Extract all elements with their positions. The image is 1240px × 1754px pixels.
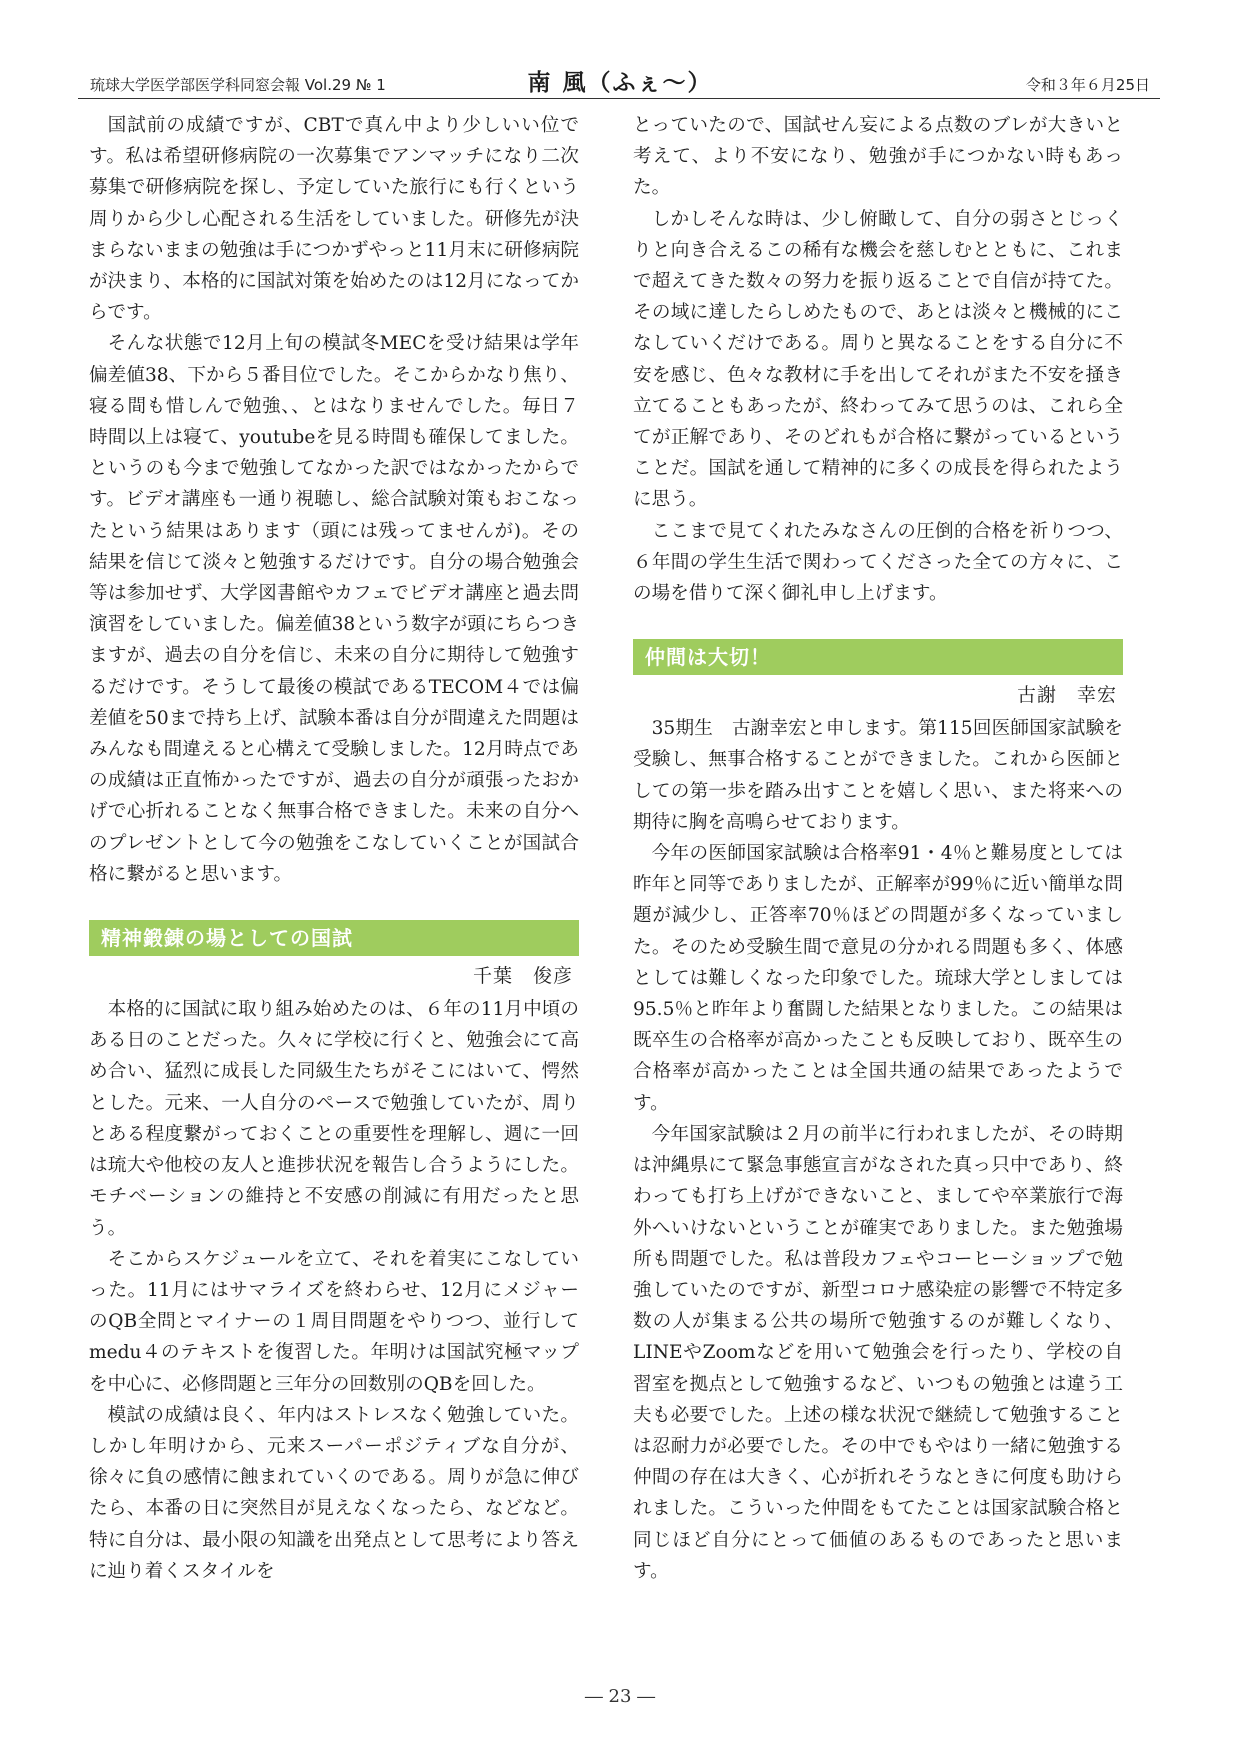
header-divider — [78, 98, 1160, 99]
section-title: 精神鍛錬の場としての国試 — [89, 920, 579, 956]
author-name: 千葉 俊彦 — [472, 965, 573, 988]
right-column — [633, 110, 1123, 1587]
paragraph: 今年国家試験は２月の前半に行われましたが、その時期は沖縄県にて緊急事態宣言がなされた真っ只中であり、終わっても打ち上げができないこと、ましてや卒業旅行で海外へいけないということが確実でありました。また勉強場所も問題でした。私は普段カフェやコーヒーショップで勉強していたのですが、新型コロナ感染症の影響で不特定多数の人が集まる公共の場所で勉強するのが難しくなり、LINEやZoomなどを用いて勉強会を行ったり、学校の自習室を拠点として勉強するなど、いつもの勉強とは違う工夫も必要でした。上述の様な状況で継続して勉強することは忍耐力が必要でした。その中でもやはり一緒に勉強する仲間の存在は大きく、心が折れそうなときに何度も助けられました。こういった仲間をもてたことは国家試験合格と同じほど自分にとって価値のあるものであったと思います。 — [633, 1123, 1123, 1582]
paragraph: しかしそんな時は、少し俯瞰して、自分の弱さとじっくりと向き合えるこの稀有な機会を慈しむとともに、これまで超えてきた数々の努力を振り返ることで自信が持てた。その域に達したらしめたもので、あとは淡々と機械的にこなしていくだけである。周りと異なることをする自分に不安を感じ、色々な教材に手を出してそれがまた不安を掻き立てることもあったが、終わってみて思うのは、これら全てが正解であり、そのどれもが合格に繋がっているということだ。国試を通して精神的に多くの成長を得られたように思う。 — [633, 208, 1123, 511]
left-column — [89, 110, 579, 1587]
issue-date: 令和３年６月25日 — [1025, 76, 1150, 94]
paragraph: 今年の医師国家試験は合格率91・4％と難易度としては昨年と同等でありましたが、正解率が99％に近い簡単な問題が減少し、正答率70％ほどの問題が多くなっていました。そのため受験生間で意見の分かれる問題も多く、体感としては難しくなった印象でした。琉球大学としましては95.5％と昨年より奮闘した結果となりました。この結果は既卒生の合格率が高かったことも反映しており、既卒生の合格率が高かったことは全国共通の結果であったようです。 — [633, 843, 1123, 1114]
section-gap — [633, 609, 1123, 639]
paragraph: そこからスケジュールを立て、それを着実にこなしていった。11月にはサマライズを終わらせ、12月にメジャーのQB全問とマイナーの１周目問題をやりつつ、並行してmedu４のテキストを復習した。年明けは国試究極マップを中心に、必修問題と三年分の回数別のQBを回した。 — [89, 1248, 579, 1395]
page-number: ― 23 ― — [584, 1686, 656, 1707]
paragraph: 模試の成績は良く、年内はストレスなく勉強していた。しかし年明けから、元来スーパーポジティブな自分が、徐々に負の感情に蝕まれていくのである。周りが急に伸びたら、本番の日に突然目が見えなくなったら、などなど。特に自分は、最小限の知識を出発点として思考により答えに辿り着くスタイルを — [89, 1404, 579, 1582]
author-name: 古謝 幸宏 — [1016, 684, 1117, 707]
paragraph: ここまで見てくれたみなさんの圧倒的合格を祈りつつ、６年間の学生生活で関わってくださった全ての方々に、この場を借りて深く御礼申し上げます。 — [633, 520, 1123, 605]
section-gap — [89, 890, 579, 920]
paragraph: 国試前の成績ですが、CBTで真ん中より少しいい位です。私は希望研修病院の一次募集でアンマッチになり二次募集で研修病院を探し、予定していた旅行にも行くという周りから少し心配される生活をしていました。研修先が決まらないままの勉強は手につかずやっと11月末に研修病院が決まり、本格的に国試対策を始めたのは12月になってからです。 — [89, 115, 579, 324]
paragraph: 35期生 古謝幸宏と申します。第115回医師国家試験を受験し、無事合格することができました。これから医師としての第一歩を踏み出すことを嬉しく思い、また将来への期待に胸を高鳴らせております。 — [633, 718, 1123, 833]
paragraph: そんな状態で12月上旬の模試冬MECを受け結果は学年偏差値38、下から５番目位でした。そこからかなり焦り、寝る間も惜しんで勉強、、とはなりませんでした。毎日７時間以上は寝て、youtubeを見る時間も確保してました。というのも今まで勉強してなかった訳ではなかったからです。ビデオ講座も一通り視聴し、総合試験対策もおこなったという結果はあります（頭には残ってませんが)。その結果を信じて淡々と勉強するだけです。自分の場合勉強会等は参加せず、大学図書館やカフェでビデオ講座と過去問演習をしていました。偏差値38という数字が頭にちらつきますが、過去の自分を信じ、未来の自分に期待して勉強するだけです。そうして最後の模試であるTECOM４では偏差値を50まで持ち上げ、試験本番は自分が間違えた問題はみんなも間違えると心構えて受験しました。12月時点であの成績は正直怖かったですが、過去の自分が頑張ったおかげで心折れることなく無事合格できました。未来の自分へのプレゼントとして今の勉強をこなしていくことが国試合格に繋がると思います。 — [89, 333, 579, 885]
section-title: 仲間は大切！ — [633, 639, 1123, 675]
paragraph: 本格的に国試に取り組み始めたのは、６年の11月中頃のある日のことだった。久々に学校に行くと、勉強会にて高め合い、猛烈に成長した同級生たちがそこにはいて、愕然とした。元来、一人自分のペースで勉強していたが、周りとある程度繋がっておくことの重要性を理解し、週に一回は琉大や他校の友人と進捗状況を報告し合うようにした。モチベーションの維持と不安感の削減に有用だったと思う。 — [89, 999, 579, 1239]
newsletter-title: 南 風（ふぇ〜） — [527, 69, 713, 96]
page-header — [90, 64, 1150, 100]
paragraph: とっていたので、国試せん妄による点数のブレが大きいと考えて、より不安になり、勉強が手につかない時もあった。 — [633, 115, 1123, 199]
journal-info: 琉球大学医学部医学科同窓会報 Vol.29 № 1 — [90, 76, 386, 94]
